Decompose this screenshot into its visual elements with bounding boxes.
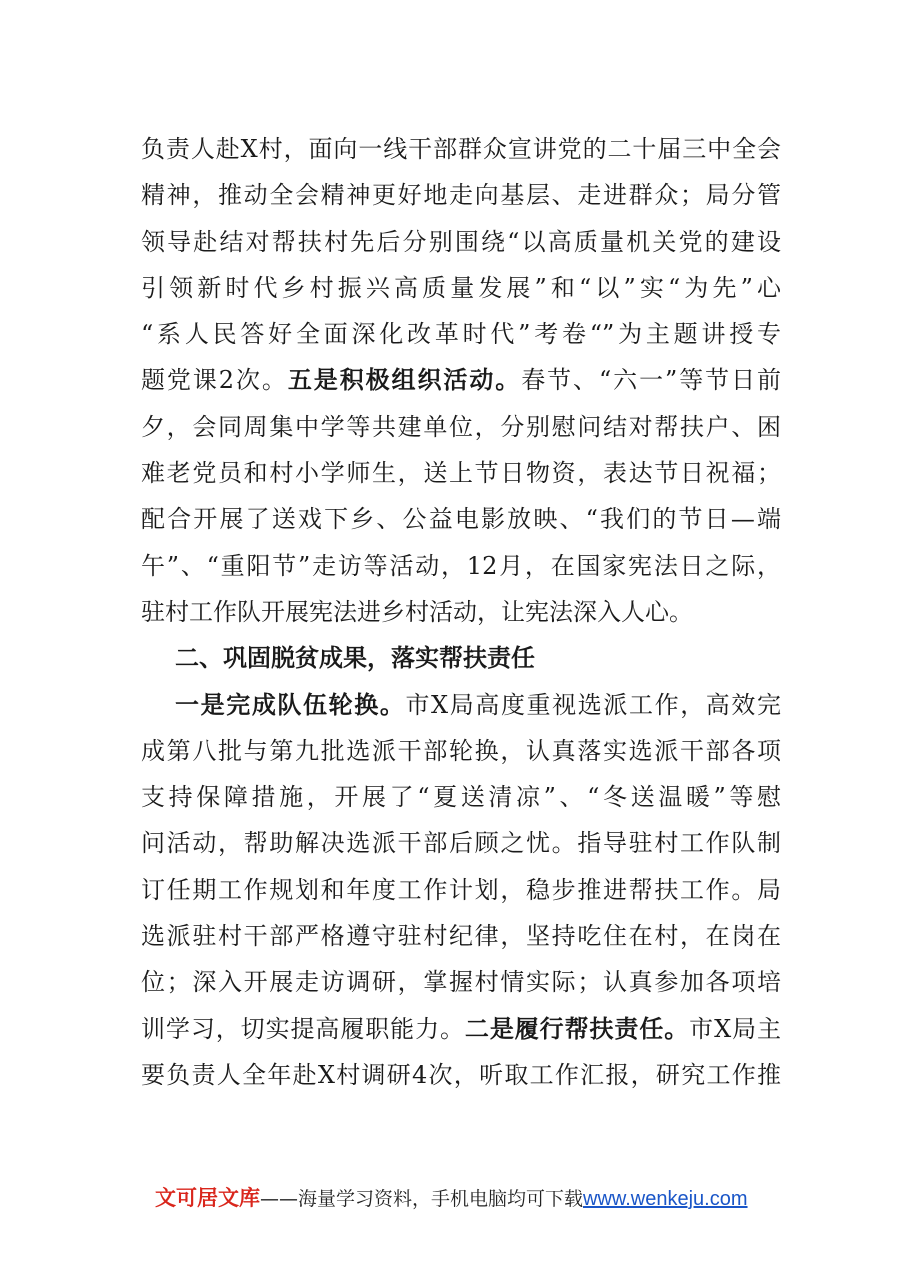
text-line	[141, 682, 781, 728]
text-line: 要负责人全年赴X村调研4次，听取工作汇报，研究工作推	[141, 1060, 781, 1089]
bold-lead-phrase: 五是积极组织活动。	[287, 365, 522, 395]
text-line	[141, 1006, 781, 1052]
footer-link[interactable]: www.wenkeju.com	[583, 1188, 748, 1210]
text-line: 负责人赴X村，面向一线干部群众宣讲党的二十届三中全会	[141, 135, 781, 163]
text-line: 驻村工作队开展宪法进乡村活动，让宪法深入人心。	[141, 597, 693, 626]
text-run: 市X局高度重视选派工作，高效完	[405, 690, 781, 719]
text-line: 问活动，帮助解决选派干部后顾之忧。指导驻村工作队制	[141, 829, 781, 858]
footer-brand: 文可居文库	[155, 1186, 260, 1210]
text-line	[141, 357, 781, 403]
footer-slogan: ——海量学习资料，手机电脑均可下载	[260, 1188, 584, 1210]
text-line: 领导赴结对帮扶村先后分别围绕“以高质量机关党的建设	[141, 227, 781, 256]
text-line: 位；深入开展走访调研，掌握村情实际；认真参加各项培	[141, 968, 781, 997]
text-line: 难老党员和村小学师生，送上节日物资，表达节日祝福；	[141, 459, 781, 488]
text-line: 夕，会同周集中学等共建单位，分别慰问结对帮扶户、困	[141, 412, 781, 441]
footer-banner	[155, 1183, 748, 1213]
text-line: 午”、“重阳节”走访等活动，12月，在国家宪法日之际，	[141, 551, 781, 580]
section-heading: 二、巩固脱贫成果，落实帮扶责任	[175, 643, 535, 673]
text-run: 春节、“六一”等节日前	[521, 366, 781, 395]
text-run: 题党课2次。	[141, 366, 288, 395]
text-line: 精神，推动全会精神更好地走向基层、走进群众；局分管	[141, 181, 781, 210]
document-body	[141, 126, 781, 1098]
text-run: 市X局主	[689, 1014, 781, 1043]
text-line: 选派驻村干部严格遵守驻村纪律，坚持吃住在村，在岗在	[141, 922, 781, 951]
text-line: 支持保障措施，开展了“夏送清凉”、“冬送温暖”等慰	[141, 783, 781, 812]
text-run: 训学习，切实提高履职能力。	[141, 1014, 465, 1043]
text-line: “系人民答好全面深化改革时代”考卷“”为主题讲授专	[141, 320, 781, 349]
text-line: 订任期工作规划和年度工作计划，稳步推进帮扶工作。局	[141, 875, 781, 904]
text-line: 成第八批与第九批选派干部轮换，认真落实选派干部各项	[141, 736, 781, 765]
text-line: 引领新时代乡村振兴高质量发展”和“以”实“为先”心	[141, 273, 781, 302]
text-line: 配合开展了送戏下乡、公益电影放映、“我们的节日—端	[141, 505, 781, 534]
bold-lead-phrase: 二是履行帮扶责任。	[464, 1013, 690, 1043]
bold-lead-phrase: 一是完成队伍轮换。	[175, 689, 406, 719]
